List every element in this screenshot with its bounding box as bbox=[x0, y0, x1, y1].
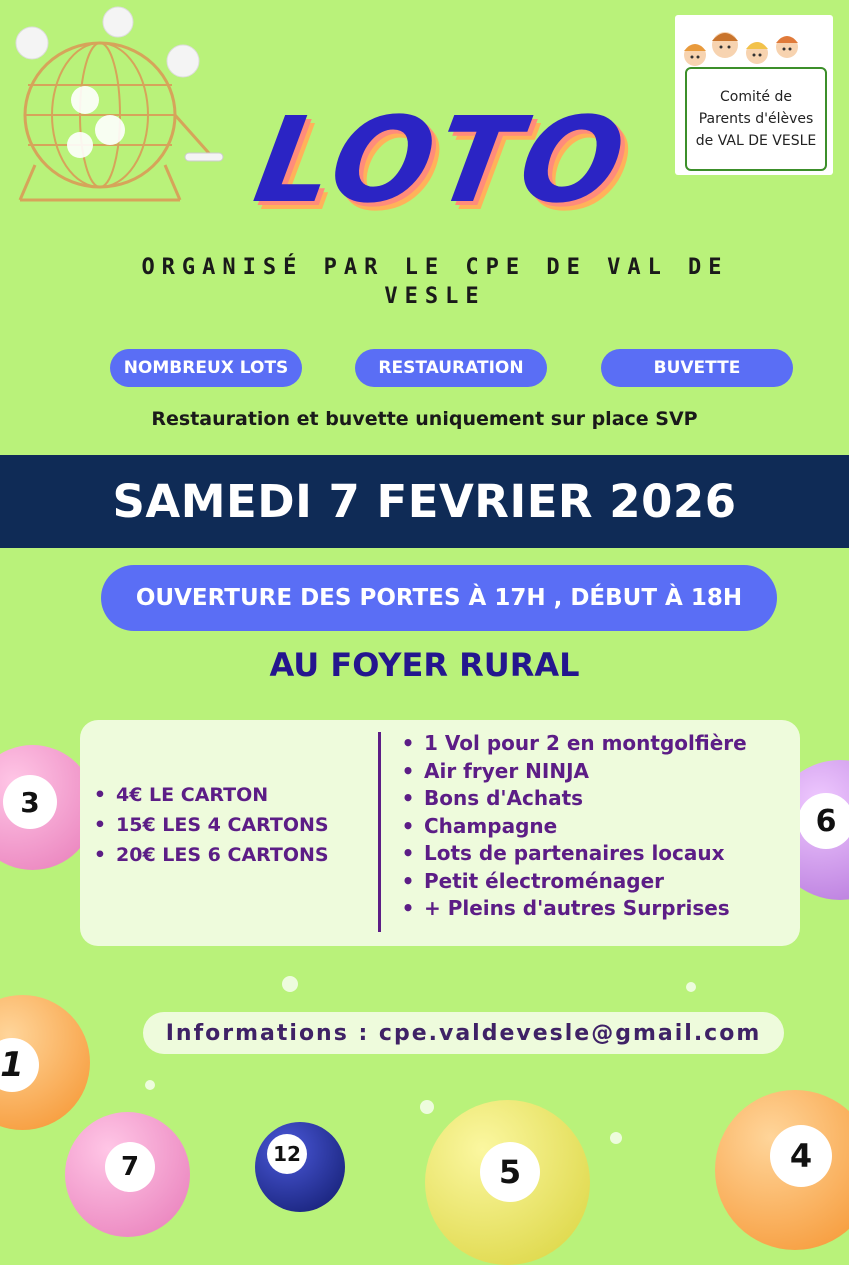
prize-item: • Bons d'Achats bbox=[398, 785, 747, 813]
ball-number: 6 bbox=[798, 793, 849, 849]
panel-divider bbox=[378, 732, 381, 932]
price-item: • 15€ LES 4 CARTONS bbox=[90, 810, 329, 840]
decor-dot bbox=[420, 1100, 434, 1114]
children-illustration bbox=[675, 15, 833, 75]
price-item: • 20€ LES 6 CARTONS bbox=[90, 840, 329, 870]
venue: AU FOYER RURAL bbox=[269, 646, 580, 684]
on-site-note: Restauration et buvette uniquement sur place SVP bbox=[151, 408, 698, 430]
decor-dot bbox=[610, 1132, 622, 1144]
prize-item: • Lots de partenaires locaux bbox=[398, 840, 747, 868]
highlight-restauration: RESTAURATION bbox=[355, 349, 547, 387]
cpe-logo bbox=[675, 15, 833, 175]
pricing-and-prizes-panel bbox=[80, 720, 800, 946]
prize-list bbox=[398, 730, 747, 923]
prize-item: • + Pleins d'autres Surprises bbox=[398, 895, 747, 923]
ball-number: 4 bbox=[770, 1125, 832, 1187]
ball-number: 3 bbox=[3, 775, 57, 829]
logo-line-1: Comité de bbox=[720, 89, 792, 105]
decor-dot bbox=[686, 982, 696, 992]
ball-5 bbox=[425, 1100, 590, 1265]
highlight-buvette: BUVETTE bbox=[601, 349, 793, 387]
price-item: • 4€ LE CARTON bbox=[90, 780, 329, 810]
opening-hours: OUVERTURE DES PORTES À 17H , DÉBUT À 18H bbox=[135, 585, 743, 611]
ball-number: 5 bbox=[480, 1142, 540, 1202]
event-date-banner bbox=[0, 455, 849, 548]
ball-7 bbox=[65, 1112, 190, 1237]
logo-line-2: Parents d'élèves bbox=[698, 111, 814, 127]
prize-item: • Air fryer NINJA bbox=[398, 758, 747, 786]
ball-number: 1 bbox=[0, 1038, 39, 1092]
event-date: SAMEDI 7 FEVRIER 2026 bbox=[112, 475, 737, 528]
prize-item: • 1 Vol pour 2 en montgolfière bbox=[398, 730, 747, 758]
logo-line-3: de VAL DE VESLE bbox=[695, 133, 817, 149]
ball-number: 7 bbox=[105, 1142, 155, 1192]
ball-1 bbox=[0, 995, 90, 1130]
prize-item: • Champagne bbox=[398, 813, 747, 841]
organizer-line: ORGANISÉ PAR LE CPE DE VAL DE VESLE bbox=[141, 255, 729, 309]
ball-4 bbox=[715, 1090, 849, 1250]
ball-12 bbox=[255, 1122, 345, 1212]
bingo-cage-illustration bbox=[10, 5, 230, 215]
decor-dot bbox=[145, 1080, 155, 1090]
logo-sign bbox=[685, 67, 827, 171]
decor-dot bbox=[282, 976, 298, 992]
prize-item: • Petit électroménager bbox=[398, 868, 747, 896]
ball-number: 12 bbox=[267, 1134, 307, 1174]
contact-email: Informations : cpe.valdevesle@gmail.com bbox=[143, 1012, 784, 1054]
price-list bbox=[90, 780, 329, 870]
opening-hours-banner bbox=[101, 565, 777, 631]
highlight-lots: NOMBREUX LOTS bbox=[110, 349, 302, 387]
page-title: LOTO bbox=[245, 91, 639, 229]
